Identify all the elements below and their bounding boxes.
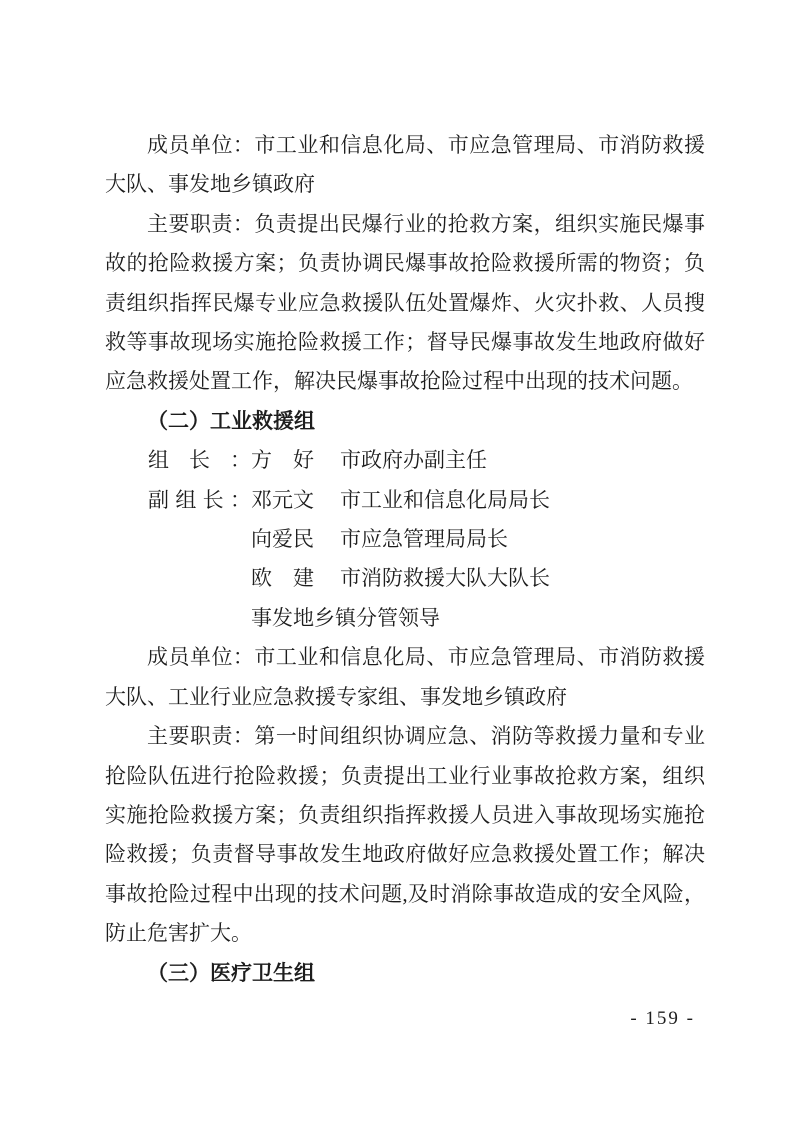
roster-row-deputy-2 bbox=[105, 520, 705, 559]
roster-person-title: 市政府办副主任 bbox=[340, 448, 487, 473]
paragraph-duties-2: 主要职责：第一时间组织协调应急、消防等救援力量和专业抢险队伍进行抢险救援；负责提出工业行业事故抢救方案，组织实施抢险救援方案；负责组织指挥救援人员进入事故现场实施抢险救援；负责督导事故发生地政府做好应急救援处置工作；解决事故抢险过程中出现的技术问题,及时消除事故造成的安全风险，防止危害扩大。 bbox=[105, 724, 705, 946]
page-number: - 159 - bbox=[630, 1008, 695, 1029]
roster-person-title: 市应急管理局局长 bbox=[340, 527, 508, 552]
roster-role-label: 组长： bbox=[148, 448, 251, 473]
paragraph-member-units-2: 成员单位：市工业和信息化局、市应急管理局、市消防救援大队、工业行业应急救援专家组、事发地乡镇政府 bbox=[105, 645, 705, 709]
document-body bbox=[105, 126, 705, 993]
roster-person-name: 方 好 bbox=[251, 448, 314, 473]
section-heading-medical-health-group: （三）医疗卫生组 bbox=[147, 960, 315, 985]
section-heading-industry-rescue-group: （二）工业救援组 bbox=[147, 408, 315, 433]
roster-person-name: 事发地乡镇分管领导 bbox=[251, 605, 440, 630]
roster-row-deputy-leader bbox=[105, 481, 705, 520]
roster-row-deputy-3 bbox=[105, 559, 705, 598]
roster-person-name: 邓元文 bbox=[251, 487, 314, 512]
roster-person-title: 市工业和信息化局局长 bbox=[340, 487, 550, 512]
roster-row-township-leader bbox=[105, 599, 705, 638]
paragraph-duties-1: 主要职责：负责提出民爆行业的抢救方案，组织实施民爆事故的抢险救援方案；负责协调民爆事故抢险救援所需的物资；负责组织指挥民爆专业应急救援队伍处置爆炸、火灾扑救、人员搜救等事故现场实施抢险救援工作；督导民爆事故发生地政府做好应急救援处置工作，解决民爆事故抢险过程中出现的技术问题。 bbox=[105, 211, 705, 394]
roster-row-leader bbox=[105, 441, 705, 480]
roster-list bbox=[105, 441, 705, 638]
paragraph-member-units-1: 成员单位：市工业和信息化局、市应急管理局、市消防救援大队、事发地乡镇政府 bbox=[105, 133, 705, 197]
roster-role-label: 副组长： bbox=[148, 487, 251, 512]
roster-person-title: 市消防救援大队大队长 bbox=[340, 566, 550, 591]
roster-person-name: 欧 建 bbox=[251, 566, 314, 591]
roster-person-name: 向爱民 bbox=[251, 527, 314, 552]
